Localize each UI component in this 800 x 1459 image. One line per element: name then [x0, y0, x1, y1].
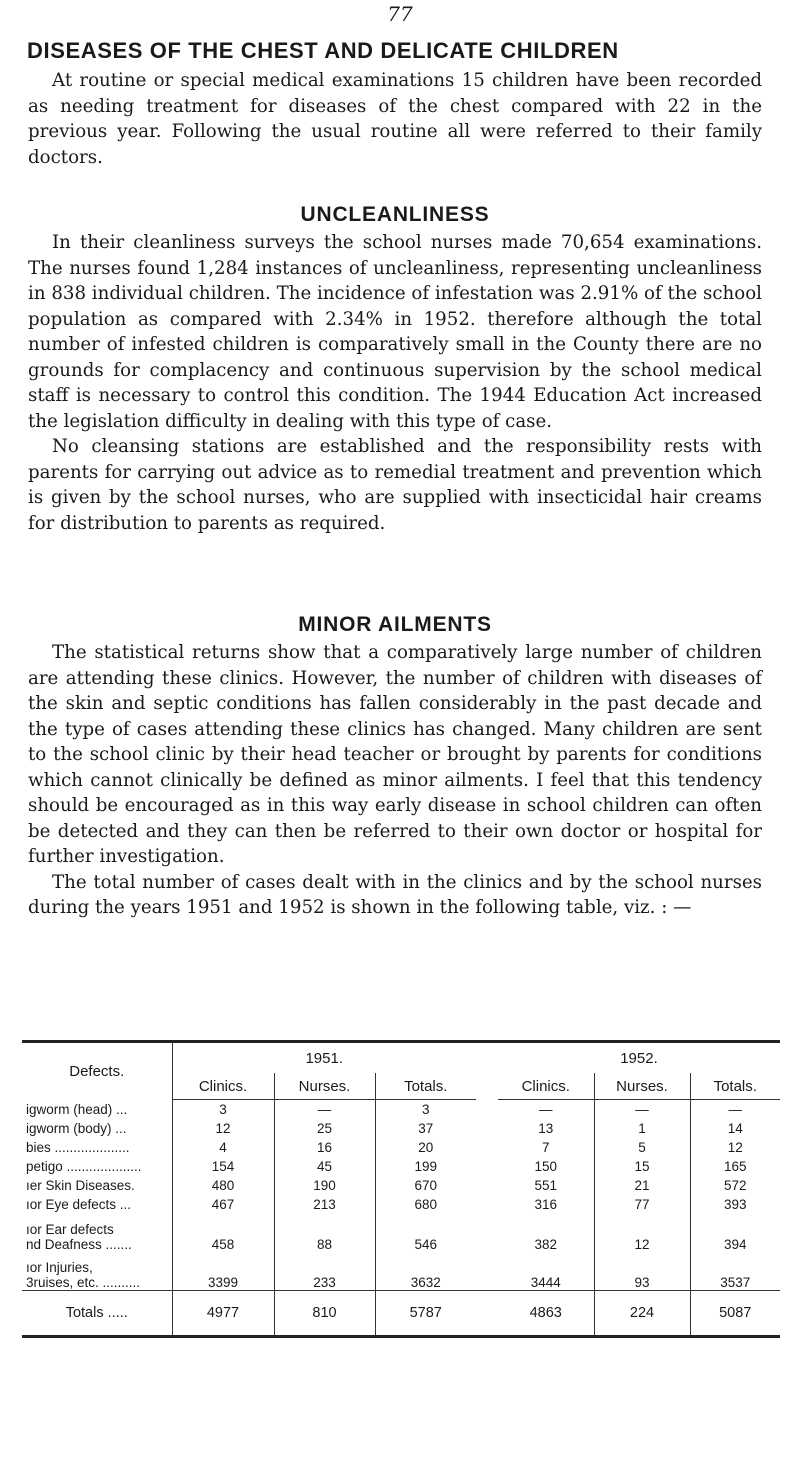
cell-1952-nurses: 5 [594, 1138, 690, 1157]
header-defects: Defects. [22, 1042, 172, 1100]
table-body [22, 1100, 780, 1291]
defects-table [22, 1040, 780, 1338]
header-1951-nurses: Nurses. [274, 1073, 375, 1100]
cell-1951-totals: 199 [414, 1159, 438, 1174]
year-gap-cell [476, 1214, 498, 1252]
cell-1951-clinics: 458 [172, 1214, 274, 1252]
table-row [22, 1138, 780, 1157]
paragraph-minor-1: The statistical returns show that a comparatively large number of children are attending these clinics. However, the number of children with diseases of the skin and septic conditions has fallen considerably in the past decade and the type of cases attending these clinics has changed. Many children are sent to the school clinic by their head teacher or brought by parents for conditions which cannot clinically be defined as minor ailments. I feel that this tendency should be encouraged as in this way early disease in school children can often be detected and they can then be referred to their own doctor or hospital for further investigation. [28, 642, 762, 867]
row-label [22, 1176, 172, 1195]
row-label [22, 1214, 172, 1252]
cell-1952-nurses: 12 [594, 1214, 690, 1252]
header-year-1951: 1951. [305, 1049, 344, 1067]
table-row [22, 1252, 780, 1291]
cell-1951-clinics: 12 [172, 1119, 274, 1138]
table-row [22, 1195, 780, 1214]
total-1952-nurses: 224 [594, 1291, 690, 1337]
heading-minor-ailments: MINOR AILMENTS [298, 613, 492, 636]
total-1951-clinics: 4977 [172, 1291, 274, 1337]
cell-1951-totals: 3632 [410, 1275, 441, 1290]
cell-1951-clinics: 3 [172, 1100, 274, 1120]
paragraph-uncleanliness-1: In their cleanliness surveys the school nurses made 70,654 examinations. The nurses found 1,284 instances of uncleanliness, representing uncleanliness in 838 individual children. The incidence of infestation was 2.91% of the school population as compared with 2.34% in 1952. therefore although the total number of infested children is comparatively small in the County there are no grounds for complacency and continuous supervision by the school medical staff is necessary to control this condition. The 1944 Education Act increased the legislation difficulty in dealing with this type of case. [28, 232, 762, 432]
total-1952-totals: 5087 [690, 1291, 780, 1337]
cell-1951-totals: 20 [418, 1140, 434, 1155]
cell-1952-totals: 12 [727, 1140, 743, 1155]
year-gap-cell [476, 1119, 498, 1138]
row-label [22, 1195, 172, 1214]
totals-label: Totals ..... [22, 1291, 172, 1337]
cell-1952-totals: 3537 [720, 1275, 751, 1290]
cell-1951-totals: 680 [414, 1197, 438, 1212]
cell-1952-nurses: 77 [594, 1195, 690, 1214]
cell-1952-nurses: 21 [594, 1176, 690, 1195]
page-number: 77 [387, 2, 413, 26]
cell-1952-totals: 394 [723, 1237, 747, 1252]
cell-1952-totals: 572 [723, 1178, 747, 1193]
cell-1952-clinics: 7 [498, 1138, 594, 1157]
cell-1951-nurses: 233 [274, 1252, 375, 1291]
total-1952-clinics: 4863 [498, 1291, 594, 1337]
cell-1951-totals: 37 [418, 1121, 434, 1136]
cell-1951-nurses: 45 [274, 1157, 375, 1176]
paragraph-minor-2: The total number of cases dealt with in the clinics and by the school nurses during the years 1951 and 1952 is shown in the following table, viz. : — [28, 871, 762, 918]
cell-1952-clinics: 316 [498, 1195, 594, 1214]
total-1951-nurses: 810 [274, 1291, 375, 1337]
cell-1952-totals: 165 [723, 1159, 747, 1174]
table-row [22, 1119, 780, 1138]
year-gap-cell [476, 1195, 498, 1214]
header-1952-clinics: Clinics. [498, 1073, 594, 1100]
cell-1952-clinics: 382 [498, 1214, 594, 1252]
cell-1951-clinics: 3399 [172, 1252, 274, 1291]
cell-1951-totals: 3 [421, 1102, 430, 1117]
row-label [22, 1138, 172, 1157]
heading-uncleanliness: UNCLEANLINESS [300, 203, 490, 226]
row-label-line-2: nd Deafness ....... [26, 1237, 132, 1252]
row-label-line-2: 3ruises, etc. .......... [26, 1275, 141, 1290]
cell-1951-clinics: 467 [172, 1195, 274, 1214]
row-label-line-1: petigo .................... [26, 1159, 142, 1174]
row-label [22, 1252, 172, 1291]
row-label [22, 1100, 172, 1120]
header-1952-nurses: Nurses. [594, 1073, 690, 1100]
cell-1951-nurses: — [274, 1100, 375, 1120]
cell-1951-nurses: 16 [274, 1138, 375, 1157]
cell-1951-clinics: 480 [172, 1176, 274, 1195]
row-label-line-1: bies .................... [26, 1140, 130, 1155]
row-label [22, 1119, 172, 1138]
year-gap-cell [476, 1252, 498, 1291]
row-label-line-1: igworm (head) ... [26, 1101, 128, 1117]
paragraph-chest: At routine or special medical examinations 15 children have been recorded as needing treatment for diseases of the chest compared with 22 in the previous year. Following the usual routine all were referred to their family doctors. [28, 70, 762, 168]
defects-table-wrapper [22, 1040, 780, 1338]
cell-1952-totals: — [728, 1102, 742, 1117]
cell-1952-totals: 14 [727, 1121, 743, 1136]
total-1951-totals: 5787 [375, 1291, 476, 1337]
year-gap-cell [476, 1176, 498, 1195]
cell-1952-clinics: 13 [498, 1119, 594, 1138]
table-row [22, 1176, 780, 1195]
section-uncleanliness [28, 200, 762, 536]
cell-1952-clinics: 3444 [498, 1252, 594, 1291]
year-gap-cell [476, 1100, 498, 1120]
cell-1951-clinics: 4 [172, 1138, 274, 1157]
cell-1951-nurses: 25 [274, 1119, 375, 1138]
row-label [22, 1157, 172, 1176]
cell-1951-nurses: 88 [274, 1214, 375, 1252]
cell-1952-clinics: — [498, 1100, 594, 1120]
table-row-totals [22, 1291, 780, 1337]
cell-1952-clinics: 150 [498, 1157, 594, 1176]
cell-1951-totals: 546 [414, 1237, 438, 1252]
year-gap-cell [476, 1138, 498, 1157]
row-label-line-1: ıer Skin Diseases. [26, 1178, 135, 1193]
cell-1951-totals: 670 [414, 1178, 438, 1193]
cell-1952-clinics: 551 [498, 1176, 594, 1195]
table-row [22, 1214, 780, 1252]
cell-1951-clinics: 154 [172, 1157, 274, 1176]
table-row [22, 1100, 780, 1120]
cell-1952-totals: 393 [723, 1197, 747, 1212]
header-year-1952: 1952. [620, 1049, 658, 1067]
cell-1951-nurses: 190 [274, 1176, 375, 1195]
year-gap-cell [476, 1157, 498, 1176]
row-label-line-1: ıor Injuries, [26, 1260, 93, 1275]
cell-1951-nurses: 213 [274, 1195, 375, 1214]
cell-1952-nurses: — [594, 1100, 690, 1120]
header-1952-totals: Totals. [690, 1073, 780, 1100]
section-chest [28, 68, 762, 170]
row-label-line-1: igworm (body) ... [26, 1121, 127, 1136]
cell-1952-nurses: 1 [594, 1119, 690, 1138]
paragraph-uncleanliness-2: No cleansing stations are established and the responsibility rests with parents for carrying out advice as to remedial treatment and prevention which is given by the school nurses, who are supplied with insecticidal hair creams for distribution to parents as required. [28, 436, 762, 534]
row-label-line-1: ıor Ear defects [26, 1222, 114, 1237]
row-label-line-1: ıor Eye defects ... [26, 1197, 132, 1212]
section-minor-ailments [28, 610, 762, 921]
table-row [22, 1157, 780, 1176]
header-1951-clinics: Clinics. [172, 1073, 274, 1100]
cell-1952-nurses: 93 [594, 1252, 690, 1291]
header-1951-totals: Totals. [375, 1073, 476, 1100]
cell-1952-nurses: 15 [594, 1157, 690, 1176]
heading-chest-diseases: DISEASES OF THE CHEST AND DELICATE CHILDREN [27, 38, 619, 63]
